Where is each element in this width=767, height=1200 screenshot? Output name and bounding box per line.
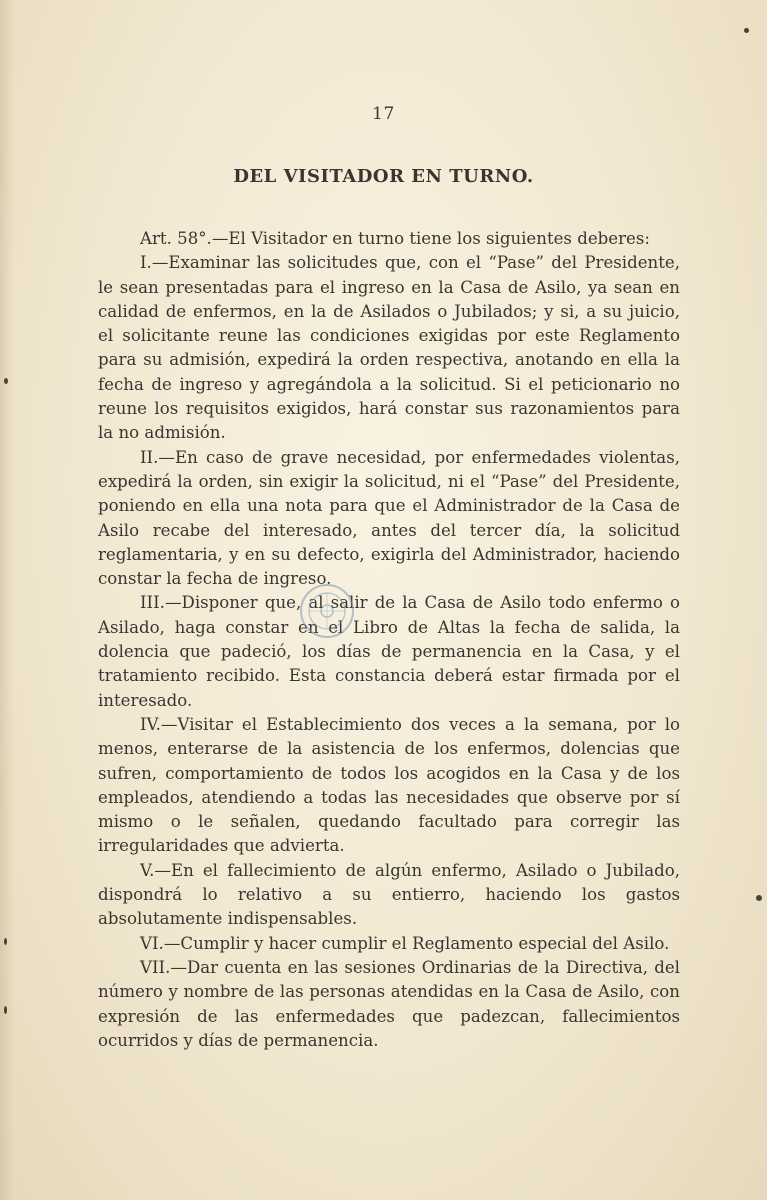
clause-4: IV.—Visitar el Establecimiento dos veces a la semana, por lo menos, enterarse de la asistencia de los enfermos, dolencias que sufren, comportamiento de todos los acogidos en la Casa y de los empleados, atendiendo a todas las necesidades que observe por sí mismo o le señalen, quedando facultado para corregir las irregularidades que advierta. (98, 714, 680, 856)
library-stamp (296, 580, 358, 642)
ink-speck (4, 378, 8, 384)
page-number: 17 (372, 104, 395, 124)
clause-7: VII.—Dar cuenta en las sesiones Ordinarias de la Directiva, del número y nombre de las personas atendidas en la Casa de Asilo, con expresión de las enfermedades que padezcan, fallecimientos ocurridos y días de permanencia. (98, 957, 680, 1050)
article-body (98, 227, 680, 1053)
section-heading: DEL VISITADOR EN TURNO. (233, 166, 534, 187)
ink-speck (756, 895, 762, 901)
article-intro: Art. 58°.—El Visitador en turno tiene los siguientes deberes: (140, 229, 650, 248)
clause-5: V.—En el fallecimiento de algún enfermo, Asilado o Jubilado, dispondrá lo relativo a su entierro, haciendo los gastos absolutamente indispensables. (98, 860, 680, 929)
clause-3: III.—Disponer que, al salir de la Casa de Asilo todo enfermo o Asilado, haga constar en el Libro de Altas la fecha de salida, la dolencia que padeció, los días de permanencia en la Casa, y el tratamiento recibido. Esta constancia deberá estar firmada por el interesado. (98, 593, 680, 710)
ink-speck (4, 938, 7, 945)
clause-6: VI.—Cumplir y hacer cumplir el Reglamento especial del Asilo. (140, 933, 670, 953)
ink-speck (744, 28, 749, 33)
ink-speck (4, 1006, 7, 1014)
clause-2: II.—En caso de grave necesidad, por enfermedades violentas, expedirá la orden, sin exigir la solicitud, ni el “Pase” del Presidente, poniendo en ella una nota para que el Administrador de la Casa de Asilo recabe del interesado, antes del tercer día, la solicitud reglamentaria, y en su defecto, exigirla del Administrador, haciendo constar la fecha de ingreso. (98, 447, 680, 589)
clause-1: I.—Examinar las solicitudes que, con el “Pase” del Presidente, le sean presentadas para el ingreso en la Casa de Asilo, ya sean en calidad de enfermos, en la de Asilados o Jubilados; y si, a su juicio, el solicitante reune las condiciones exigidas por este Reglamento para su admisión, expedirá la orden respectiva, anotando en ella la fecha de ingreso y agregándola a la solicitud. Si el peticionario no reune los requisitos exigidos, hará constar sus razonamientos para la no admisión. (98, 253, 680, 443)
